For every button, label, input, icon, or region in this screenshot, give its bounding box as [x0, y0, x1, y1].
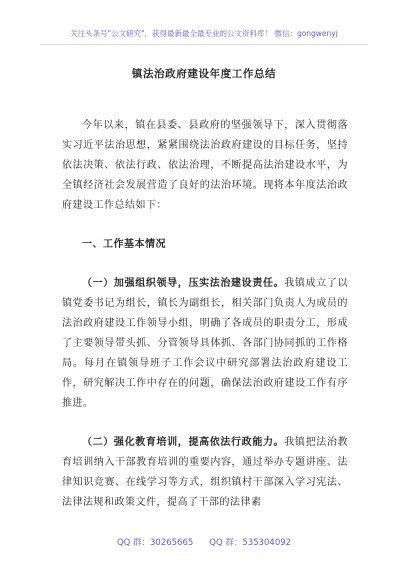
item-paragraph-2: [62, 433, 348, 513]
header-divider: [40, 44, 368, 45]
item-lead-1: （一）加强组织领导，压实法治建设责任。: [82, 278, 285, 289]
item-lead-2: （二）强化教育培训，提高依法行政能力。: [82, 437, 285, 448]
footer-qq-group-1: QQ 群：30265665: [116, 538, 194, 548]
document-title: 镇法治政府建设年度工作总结: [131, 68, 277, 80]
intro-paragraph: 今年以来，镇在县委、县政府的坚强领导下，深入贯彻落实习近平法治思想，紧紧围绕法治政府建设的目标任务，坚持依法决策、依法行政、依法治理，不断提高法治建设水平，为全镇经济社会发展营造了良好的法治环境。现将本年度法治政府建设工作总结如下：: [62, 120, 348, 211]
item-body-2: 我镇把法治教育培训纳入干部教育培训的重要内容，通过举办专题讲座、法律知识竞赛、在线学习等方式，组织镇村干部深入学习宪法、法律法规和政策文件，提高了干部的法律素: [62, 437, 349, 508]
header-banner: 关注头条号"公文研究"，获得最新最全最专业的公文资料库！ 微信：gongwenyj: [70, 29, 338, 38]
document-body: [62, 116, 348, 532]
item-body-1: 我镇成立了以镇党委书记为组长，镇长为副组长，相关部门负责人为成员的法治政府建设工作领导小组，明确了各成员的职责分工，形成了主要领导带头抓、分管领导具体抓、各部门协同抓的工作格局。每月在镇领导班子工作会议中研究部署法治政府建设工作，研究解决工作中存在的问题，确保法治政府建设工作有序推进。: [62, 278, 349, 409]
section-heading: 一、工作基本情况: [82, 239, 166, 250]
item-paragraph-1: [62, 274, 348, 414]
footer-qq-group-2: QQ 群：535304092: [209, 538, 292, 548]
footer-contacts: [0, 536, 408, 548]
